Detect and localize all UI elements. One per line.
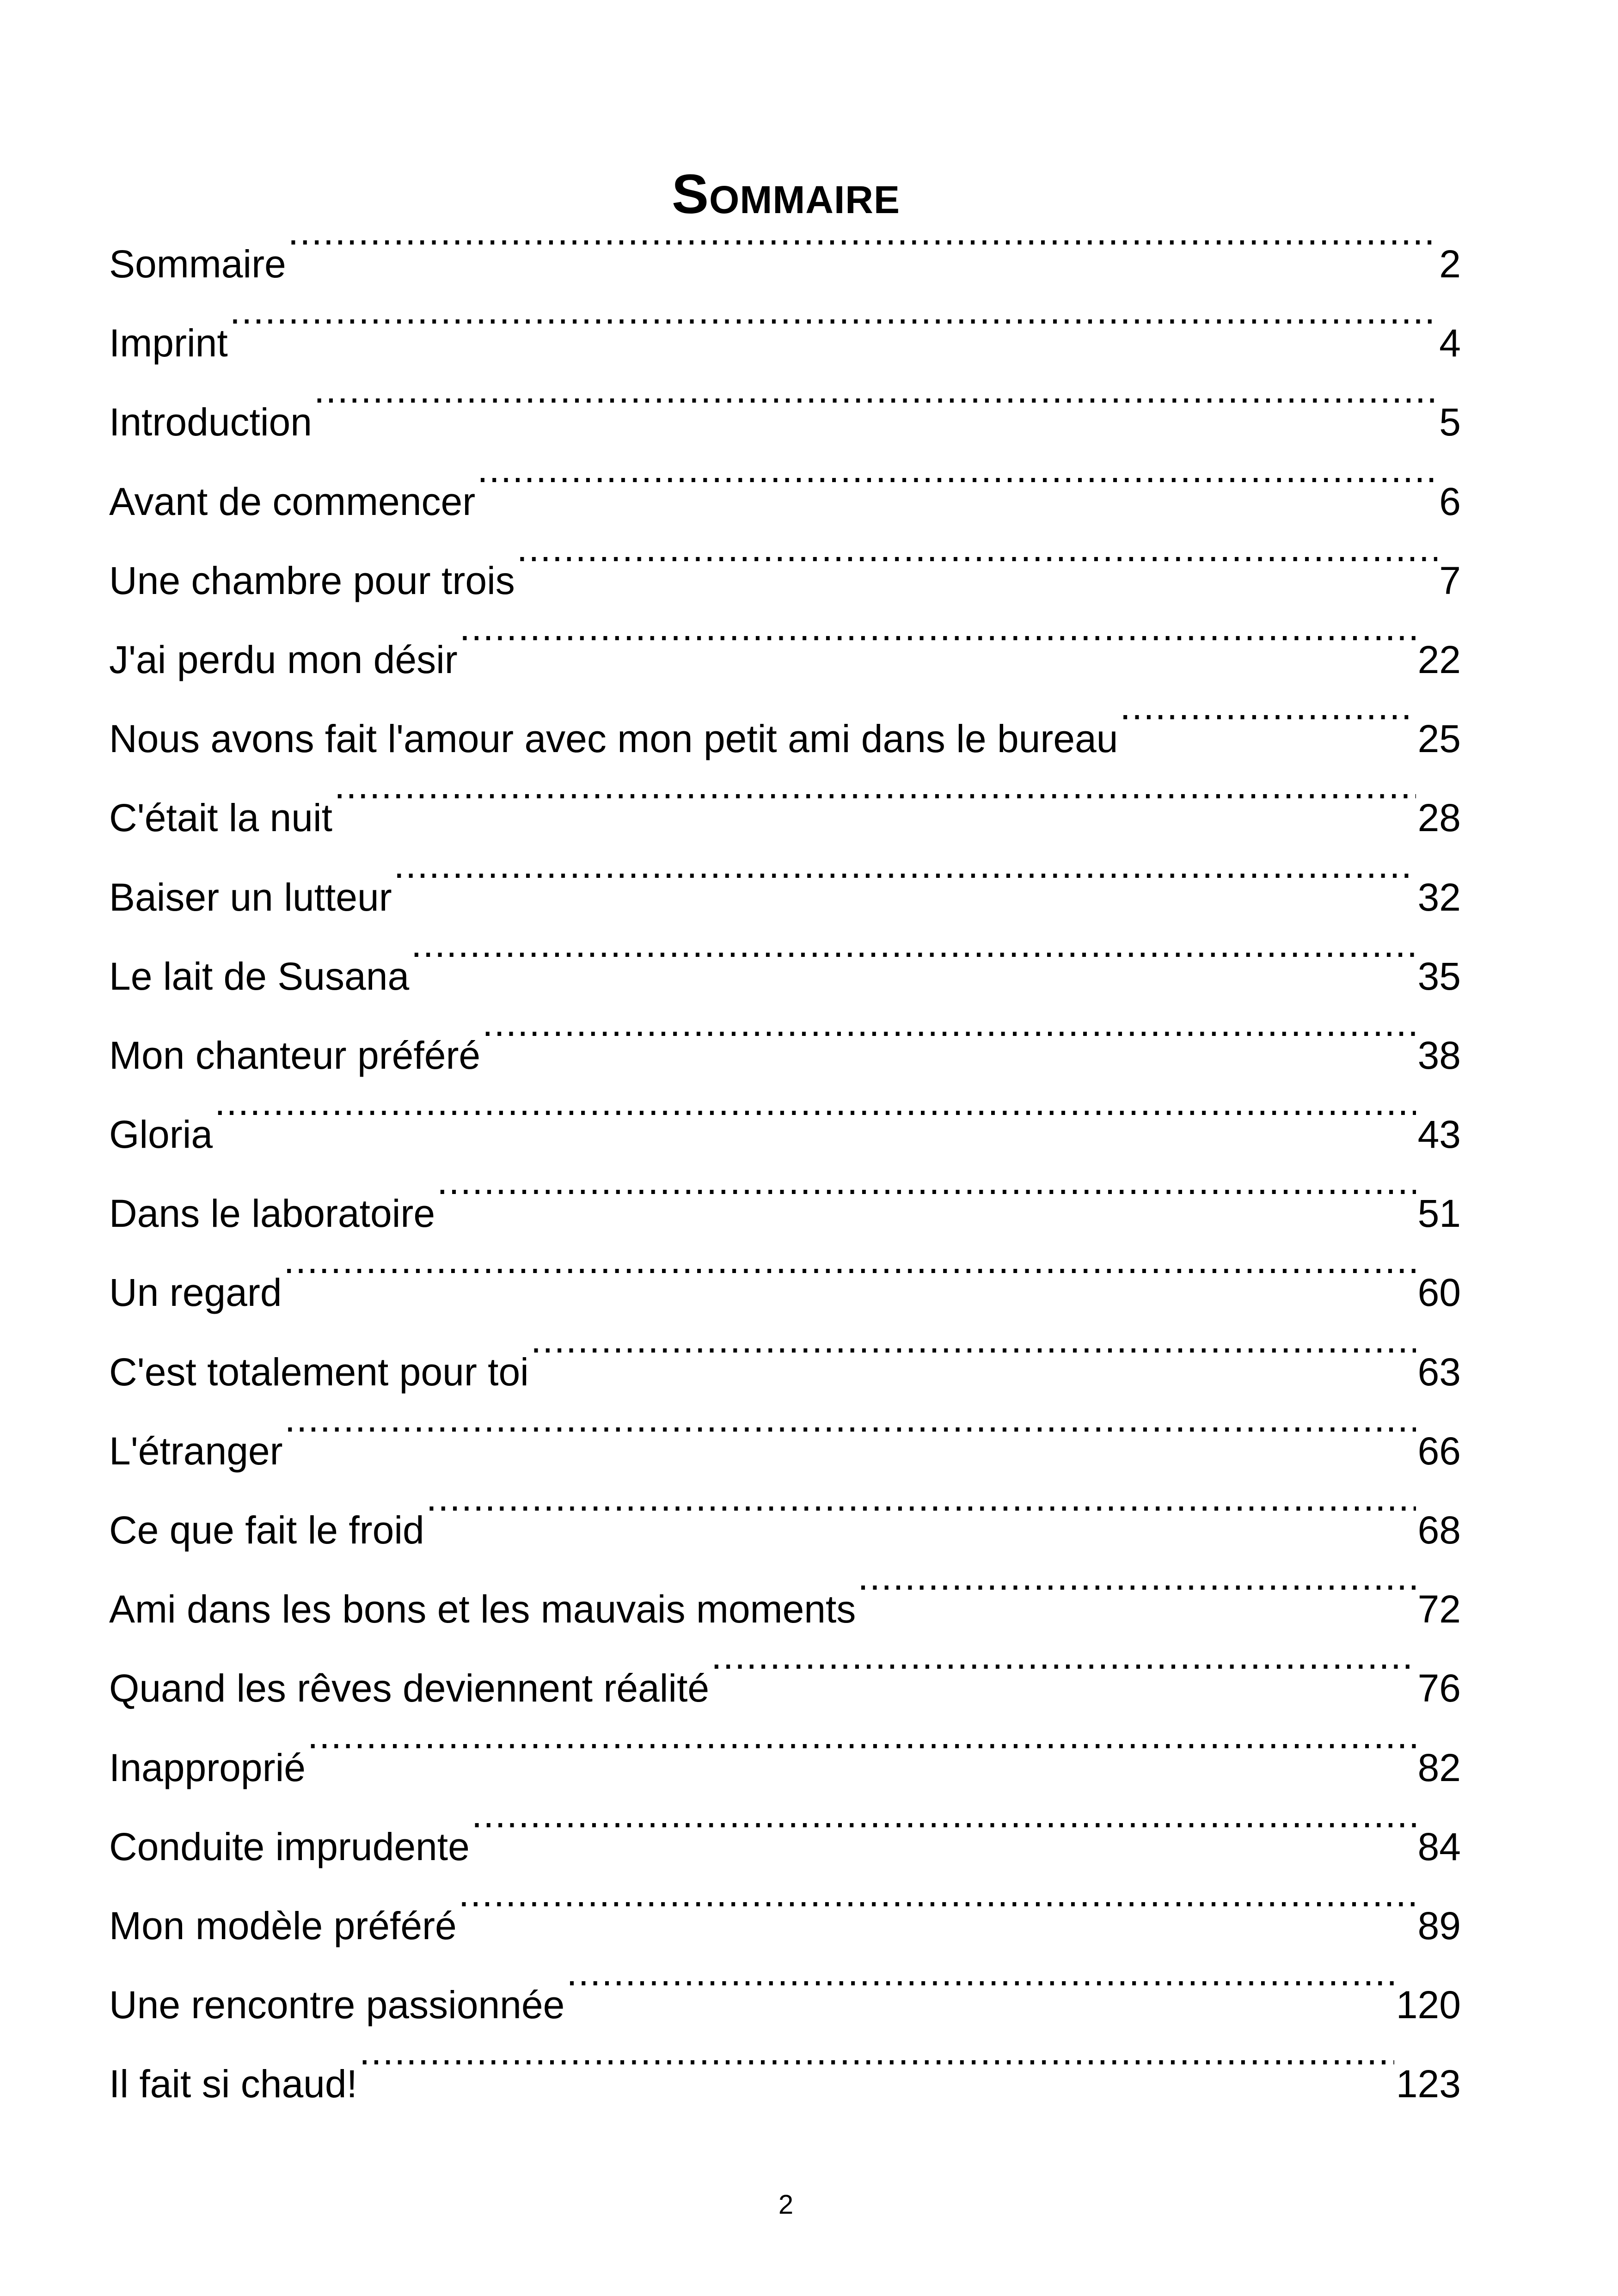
- toc-entry-title: Ami dans les bons et les mauvais moments: [109, 1587, 856, 1631]
- toc-entry-page: 82: [1417, 1745, 1461, 1789]
- toc-entry-page: 2: [1439, 242, 1461, 286]
- dot-leader: [288, 213, 1438, 277]
- toc-entry-page: 38: [1417, 1033, 1461, 1077]
- toc-entry[interactable]: [109, 687, 1461, 766]
- dot-leader: [459, 1874, 1416, 1939]
- dot-leader: [314, 371, 1437, 435]
- toc-entry-title: Avant de commencer: [109, 479, 476, 523]
- toc-entry-page: 32: [1417, 875, 1461, 919]
- toc-entry-title: C'était la nuit: [109, 796, 332, 840]
- dot-leader: [411, 925, 1416, 990]
- dot-leader: [284, 1241, 1416, 1306]
- dot-leader: [460, 608, 1416, 673]
- toc-entry-title: J'ai perdu mon désir: [109, 637, 458, 681]
- toc-entry-page: 68: [1417, 1508, 1461, 1552]
- toc-entry-page: 35: [1417, 954, 1461, 998]
- toc-entry-page: 72: [1417, 1587, 1461, 1631]
- toc-entry[interactable]: [109, 529, 1461, 608]
- toc-entry-page: 76: [1417, 1666, 1461, 1710]
- dot-leader: [334, 766, 1416, 831]
- dot-leader: [517, 529, 1438, 594]
- toc-entry[interactable]: [109, 213, 1461, 292]
- toc-entry[interactable]: [109, 608, 1461, 687]
- page-title: Sommaire: [671, 163, 900, 226]
- toc-entry-title: Ce que fait le froid: [109, 1508, 424, 1552]
- toc-entry[interactable]: [109, 1637, 1461, 1716]
- footer-page-number: 2: [778, 2190, 794, 2220]
- toc-entry[interactable]: [109, 1874, 1461, 1953]
- toc-entry-page: 120: [1396, 1983, 1461, 2027]
- toc-entry-page: 60: [1417, 1271, 1461, 1315]
- dot-leader: [858, 1558, 1416, 1623]
- dot-leader: [531, 1321, 1416, 1385]
- toc-entry-page: 7: [1439, 558, 1461, 602]
- toc-entry-title: Inapproprié: [109, 1745, 306, 1789]
- toc-entry[interactable]: [109, 925, 1461, 1004]
- toc-entry-title: Baiser un lutteur: [109, 875, 392, 919]
- dot-leader: [477, 450, 1437, 515]
- toc-entry-page: 63: [1417, 1350, 1461, 1394]
- toc-entry[interactable]: [109, 1479, 1461, 1558]
- toc-entry[interactable]: [109, 1004, 1461, 1083]
- toc-entry-page: 43: [1417, 1113, 1461, 1157]
- dot-leader: [711, 1637, 1416, 1702]
- dot-leader: [285, 1400, 1416, 1464]
- toc-entry-title: Mon modèle préféré: [109, 1904, 457, 1947]
- toc-entry-page: 4: [1439, 321, 1461, 365]
- toc-entry[interactable]: [109, 1953, 1461, 2033]
- toc-entry[interactable]: [109, 292, 1461, 371]
- toc-entry-title: Une rencontre passionnée: [109, 1983, 565, 2027]
- toc-entry[interactable]: [109, 1795, 1461, 1874]
- toc-entry-title: Quand les rêves deviennent réalité: [109, 1666, 710, 1710]
- dot-leader: [230, 292, 1438, 356]
- dot-leader: [437, 1162, 1416, 1227]
- toc-entry-page: 84: [1417, 1825, 1461, 1868]
- toc-entry-page: 89: [1417, 1904, 1461, 1947]
- toc-entry-page: 51: [1417, 1192, 1461, 1236]
- toc-entry[interactable]: [109, 1400, 1461, 1479]
- toc-entry-title: Sommaire: [109, 242, 286, 286]
- toc-entry-title: Un regard: [109, 1271, 282, 1315]
- toc-entry[interactable]: [109, 1241, 1461, 1320]
- toc-entry-page: 22: [1417, 637, 1461, 681]
- toc-entry-page: 6: [1439, 479, 1461, 523]
- dot-leader: [394, 846, 1416, 911]
- toc-entry-title: Le lait de Susana: [109, 954, 410, 998]
- toc-entry-page: 5: [1439, 400, 1461, 444]
- toc-entry[interactable]: [109, 1162, 1461, 1241]
- toc-entry-title: C'est totalement pour toi: [109, 1350, 529, 1394]
- toc-entry[interactable]: [109, 450, 1461, 529]
- dot-leader: [482, 1004, 1416, 1069]
- toc-entry-page: 28: [1417, 796, 1461, 840]
- table-of-contents: [109, 213, 1461, 2112]
- toc-entry[interactable]: [109, 1716, 1461, 1795]
- dot-leader: [1120, 687, 1416, 752]
- toc-entry-title: Il fait si chaud!: [109, 2062, 357, 2106]
- toc-entry-title: Imprint: [109, 321, 228, 365]
- toc-entry-title: Dans le laboratoire: [109, 1192, 435, 1236]
- toc-entry[interactable]: [109, 1558, 1461, 1637]
- toc-entry-page: 25: [1417, 717, 1461, 761]
- dot-leader: [472, 1795, 1416, 1860]
- dot-leader: [566, 1953, 1394, 2018]
- toc-entry-title: Introduction: [109, 400, 312, 444]
- toc-entry-title: Conduite imprudente: [109, 1825, 470, 1868]
- dot-leader: [426, 1479, 1416, 1543]
- toc-entry-title: Gloria: [109, 1113, 213, 1157]
- toc-entry[interactable]: [109, 846, 1461, 925]
- toc-entry[interactable]: [109, 766, 1461, 845]
- toc-entry-title: Mon chanteur préféré: [109, 1033, 481, 1077]
- toc-entry[interactable]: [109, 1321, 1461, 1400]
- toc-entry-page: 66: [1417, 1429, 1461, 1473]
- toc-entry[interactable]: [109, 1083, 1461, 1162]
- dot-leader: [215, 1083, 1416, 1148]
- dot-leader: [359, 2033, 1394, 2097]
- toc-entry-title: Nous avons fait l'amour avec mon petit ami dans le bureau: [109, 717, 1118, 761]
- toc-entry[interactable]: [109, 371, 1461, 450]
- toc-entry[interactable]: [109, 2033, 1461, 2112]
- toc-entry-title: L'étranger: [109, 1429, 283, 1473]
- toc-entry-title: Une chambre pour trois: [109, 558, 515, 602]
- toc-entry-page: 123: [1396, 2062, 1461, 2106]
- dot-leader: [307, 1716, 1416, 1781]
